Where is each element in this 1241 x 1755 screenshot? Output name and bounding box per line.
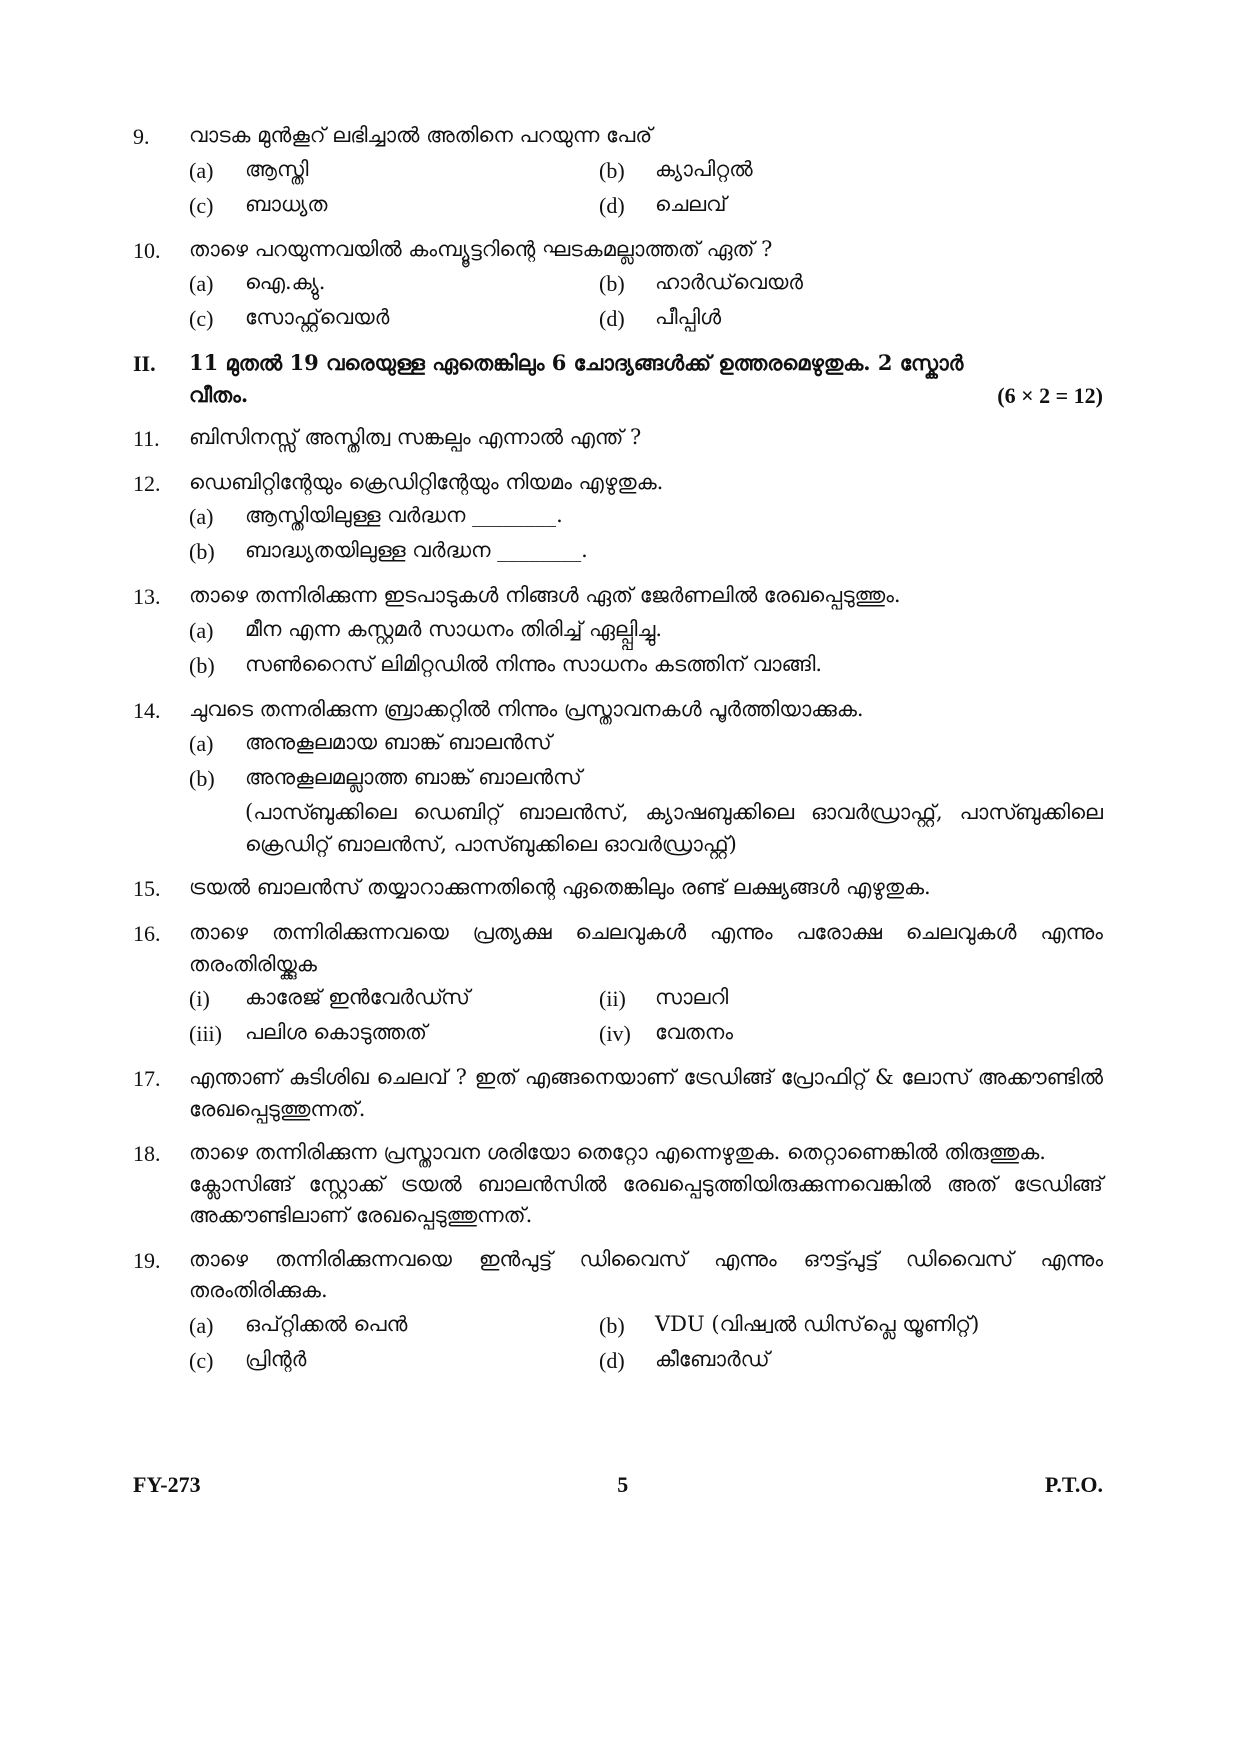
question-15 bbox=[133, 872, 1103, 905]
option-label: (d) bbox=[599, 192, 625, 218]
option-label: (ii) bbox=[599, 986, 626, 1011]
options bbox=[189, 982, 1103, 1050]
option-a bbox=[189, 500, 1103, 533]
question-number: 18. bbox=[133, 1141, 161, 1166]
question-number: 17. bbox=[133, 1066, 161, 1091]
question-number: 12. bbox=[133, 470, 161, 496]
question-11 bbox=[133, 422, 1103, 455]
option-b bbox=[599, 1309, 1103, 1342]
option-b bbox=[599, 154, 1103, 187]
option-label: (a) bbox=[189, 1312, 214, 1338]
section-instruction-cont: വീതം. bbox=[189, 381, 249, 407]
question-text: വാടക മുൻകൂറ് ലഭിച്ചാൽ അതിനെ പറയുന്ന പേര് bbox=[189, 123, 653, 147]
question-14 bbox=[133, 694, 1103, 861]
option-label: (d) bbox=[599, 306, 625, 331]
exam-code: FY-273 bbox=[133, 1472, 201, 1497]
option-label: (a) bbox=[189, 157, 214, 183]
option-b bbox=[189, 762, 1103, 795]
option-text: ഹാർഡ്‌വെയർ bbox=[655, 270, 804, 294]
option-text: പ്രിന്റർ bbox=[245, 1346, 307, 1371]
option-label: (b) bbox=[189, 652, 215, 678]
section-number: II. bbox=[133, 351, 156, 376]
option-a bbox=[189, 614, 1103, 647]
section-header bbox=[133, 347, 1103, 412]
question-number: 11. bbox=[133, 425, 160, 451]
option-a bbox=[189, 727, 1103, 760]
option-text: വേതനം bbox=[655, 1020, 733, 1044]
question-9 bbox=[133, 120, 1103, 222]
options bbox=[189, 614, 1103, 682]
bracket-text: (പാസ്ബുക്കിലെ ഡെബിറ്റ് ബാലൻസ്, ക്യാഷബുക്കിലെ ഓവർഡ്രാഫ്റ്റ്, പാസ്ബുക്കിലെ ക്രെഡിറ്റ് ബാലൻസ്, പാസ്ബുക്കിലെ ഓവർഡ്രാഫ്റ്റ്) bbox=[245, 800, 1103, 856]
question-17 bbox=[133, 1062, 1103, 1125]
question-number: 16. bbox=[133, 921, 161, 946]
option-label: (b) bbox=[599, 1312, 625, 1338]
option-label: (b) bbox=[599, 271, 625, 296]
options bbox=[189, 154, 1103, 222]
question-statement: ക്ലോസിങ്ങ് സ്റ്റോക്ക് ട്രയൽ ബാലൻസിൽ രേഖപ്പെടുത്തിയിരുക്കുന്നവെങ്കിൽ അത് ട്രേഡിങ്ങ് അക്കൗണ്ടിലാണ് രേഖപ്പെടുത്തുന്നത്. bbox=[189, 1171, 1103, 1227]
option-i bbox=[189, 982, 599, 1015]
option-label: (b) bbox=[189, 539, 215, 564]
option-c bbox=[189, 302, 599, 335]
option-text: ആസ്തി bbox=[245, 156, 309, 181]
option-text: സോഫ്റ്റ്‌വെയർ bbox=[245, 305, 390, 329]
option-text: ക്യാപിറ്റൽ bbox=[655, 156, 753, 181]
page-footer bbox=[133, 1468, 1103, 1501]
question-number: 9. bbox=[133, 124, 150, 149]
option-text: ബാദ്ധ്യതയിലുള്ള വർദ്ധന ________. bbox=[245, 538, 588, 562]
options bbox=[189, 267, 1103, 335]
question-number: 15. bbox=[133, 876, 161, 901]
question-18 bbox=[133, 1137, 1103, 1232]
option-text: മീന എന്ന കസ്റ്റമർ സാധനം തിരിച്ച് ഏല്പ്പിച്ചു. bbox=[245, 616, 663, 641]
option-label: (d) bbox=[599, 1347, 625, 1373]
option-text: ഐ.ക്യു. bbox=[245, 270, 326, 294]
question-19 bbox=[133, 1244, 1103, 1377]
option-c bbox=[189, 189, 599, 222]
options bbox=[189, 1309, 1103, 1377]
question-text: താഴെ തന്നിരിക്കുന്നവയെ പ്രത്യക്ഷ ചെലവുകൾ എന്നും പരോക്ഷ ചെലവുകൾ എന്നും തരംതിരിയ്ക്കുക bbox=[189, 920, 1103, 976]
option-label: (b) bbox=[189, 766, 215, 791]
option-text: സൺറൈസ് ലിമിറ്റഡിൽ നിന്നും സാധനം കടത്തിന് വാങ്ങി. bbox=[245, 651, 823, 676]
question-number: 13. bbox=[133, 584, 161, 609]
question-list bbox=[133, 120, 1103, 1389]
option-label: (iv) bbox=[599, 1021, 631, 1046]
option-label: (a) bbox=[189, 731, 214, 756]
option-text: അനുകൂലമല്ലാത്ത ബാങ്ക് ബാലൻസ് bbox=[245, 765, 582, 789]
options bbox=[189, 500, 1103, 568]
option-b bbox=[189, 535, 1103, 568]
option-label: (c) bbox=[189, 192, 214, 218]
question-13 bbox=[133, 580, 1103, 682]
question-text: ഡെബിറ്റിന്റേയും ക്രെഡിറ്റിന്റേയും നിയമം എഴുതുക. bbox=[189, 469, 664, 494]
question-16 bbox=[133, 917, 1103, 1050]
option-label: (a) bbox=[189, 271, 214, 296]
question-text: ചുവടെ തന്നരിക്കുന്ന ബ്രാക്കറ്റിൽ നിന്നും പ്രസ്താവനകൾ പൂർത്തിയാക്കുക. bbox=[189, 696, 864, 721]
question-text: ബിസിനസ്സ് അസ്തിത്വ സങ്കല്പം എന്നാൽ എന്ത് ? bbox=[189, 424, 642, 449]
question-12 bbox=[133, 467, 1103, 569]
option-text: ഒപ്റ്റിക്കൽ പെൻ bbox=[245, 1311, 408, 1336]
question-text: താഴെ പറയുന്നവയിൽ കംമ്പ്യൂട്ടറിന്റെ ഘടകമല്ലാത്തത് ഏത് ? bbox=[189, 236, 773, 261]
question-text: ട്രയൽ ബാലൻസ് തയ്യാറാക്കുന്നതിന്റെ ഏതെങ്കിലും രണ്ട് ലക്ഷ്യങ്ങൾ എഴുതുക. bbox=[189, 875, 931, 899]
question-text: എന്താണ് കുടിശിഖ ചെലവ് ? ഇത് എങ്ങനെയാണ് ട്രേഡിങ്ങ് പ്രോഫിറ്റ് & ലോസ് അക്കൗണ്ടിൽ രേഖപ്പെടുത്തുന്നത്. bbox=[189, 1065, 1103, 1121]
option-text: അനുകൂലമായ ബാങ്ക് ബാലൻസ് bbox=[245, 730, 552, 754]
option-text: പലിശ കൊടുത്തത് bbox=[245, 1020, 427, 1044]
bracket-choices bbox=[189, 797, 1103, 860]
question-number: 19. bbox=[133, 1247, 161, 1273]
option-text: കീബോർഡ് bbox=[655, 1346, 770, 1371]
option-text: കാരേജ് ഇൻവേർഡ്സ് bbox=[245, 985, 470, 1009]
option-text: ബാധ്യത bbox=[245, 191, 328, 216]
option-a bbox=[189, 154, 599, 187]
option-d bbox=[599, 1344, 1103, 1377]
section-instruction: 11 മുതൽ 19 വരെയുള്ള ഏതെങ്കിലും 6 ചോദ്യങ്ങൾക്ക് ഉത്തരമെഴുതുക. 2 സ്കോർ bbox=[189, 350, 964, 375]
option-d bbox=[599, 302, 1103, 335]
option-label: (a) bbox=[189, 504, 214, 529]
option-text: ആസ്തിയിലുള്ള വർദ്ധന ________. bbox=[245, 503, 563, 527]
please-turn-over: P.T.O. bbox=[1044, 1472, 1103, 1497]
option-text: പീപ്പിൾ bbox=[655, 305, 722, 329]
option-a bbox=[189, 1309, 599, 1342]
question-10 bbox=[133, 234, 1103, 336]
option-iii bbox=[189, 1017, 599, 1050]
option-a bbox=[189, 267, 599, 300]
question-number: 10. bbox=[133, 237, 161, 263]
option-label: (iii) bbox=[189, 1021, 222, 1046]
option-label: (i) bbox=[189, 986, 210, 1011]
option-label: (c) bbox=[189, 1347, 214, 1373]
page-number: 5 bbox=[617, 1472, 629, 1497]
option-ii bbox=[599, 982, 1103, 1015]
question-text: താഴെ തന്നിരിക്കുന്നവയെ ഇൻപുട്ട് ഡിവൈസ് എന്നും ഔട്ട്പുട്ട് ഡിവൈസ് എന്നും തരംതിരിക്കുക. bbox=[189, 1246, 1103, 1302]
option-text: ചെലവ് bbox=[655, 191, 727, 216]
options bbox=[189, 727, 1103, 860]
option-text: VDU (വിഷ്വൽ ഡിസ്‌പ്ലെ യൂണിറ്റ്) bbox=[655, 1311, 980, 1336]
option-c bbox=[189, 1344, 599, 1377]
option-label: (c) bbox=[189, 306, 214, 331]
option-text: സാലറി bbox=[655, 985, 729, 1009]
option-d bbox=[599, 189, 1103, 222]
question-number: 14. bbox=[133, 697, 161, 723]
question-text: താഴെ തന്നിരിക്കുന്ന പ്രസ്താവന ശരിയോ തെറ്റോ എന്നെഴുതുക. തെറ്റാണെങ്കിൽ തിരുത്തുക. bbox=[189, 1140, 1046, 1164]
question-text: താഴെ തന്നിരിക്കുന്ന ഇടപാടുകൾ നിങ്ങൾ ഏത് ജേർണലിൽ രേഖപ്പെടുത്തും. bbox=[189, 583, 901, 607]
option-b bbox=[599, 267, 1103, 300]
section-marks: (6 × 2 = 12) bbox=[997, 382, 1103, 408]
option-b bbox=[189, 649, 1103, 682]
option-label: (b) bbox=[599, 157, 625, 183]
option-iv bbox=[599, 1017, 1103, 1050]
option-label: (a) bbox=[189, 617, 214, 643]
